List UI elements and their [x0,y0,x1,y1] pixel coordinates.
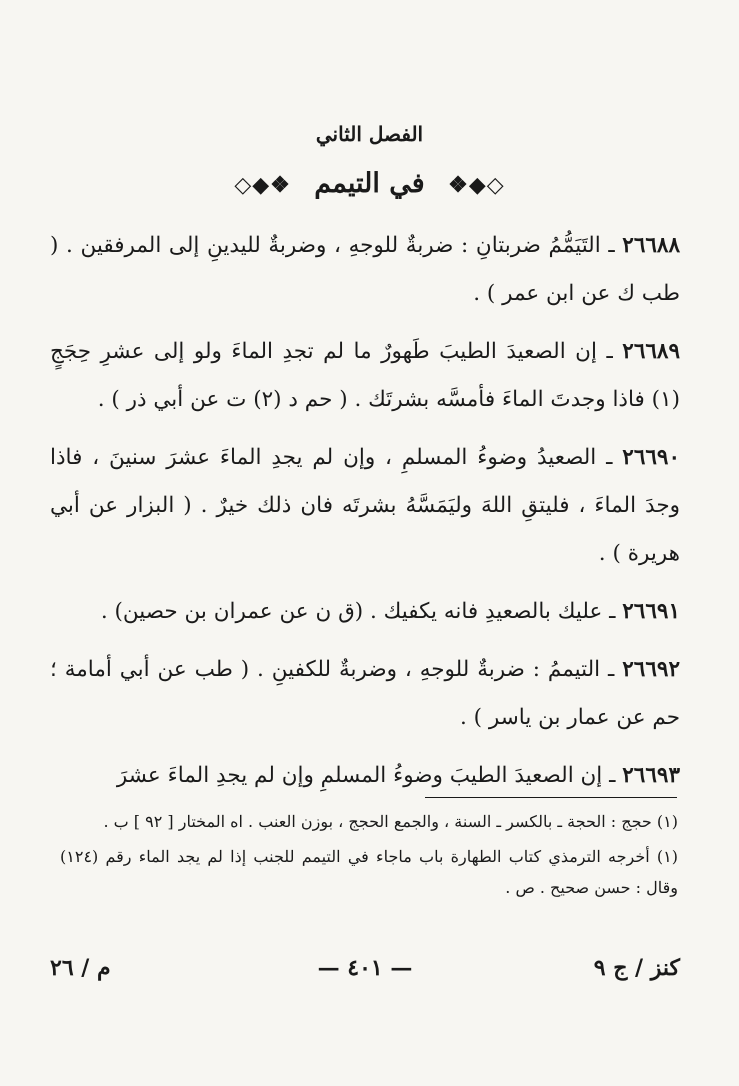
hadith-text: الصعيدُ وضوءُ المسلمِ ، وإن لم يجدِ الماءَ عشرَ سنينَ ، فاذا وجدَ الماءَ ، فليتقِ اللهَ وليَمَسَّهُ بشرتَه فان ذلك خيرٌ . ( البزار عن أبي هريرة ) . [50,445,680,566]
hadith-text: التيممُ : ضربةٌ للوجهِ ، وضربةٌ للكفينِ . ( طب عن أبي أمامة ؛ حم عن عمار بن ياسر ) . [50,657,680,730]
hadith-entry: ٢٦٦٩٢ ـ التيممُ : ضربةٌ للوجهِ ، وضربةٌ للكفينِ . ( طب عن أبي أمامة ؛ حم عن عمار بن ياسر ) . [50,657,680,730]
hadith-number: ٢٦٦٩٢ [622,657,680,682]
hadith-text: عليك بالصعيدِ فانه يكفيك . (ق ن عن عمران بن حصين) . [100,599,603,624]
footnote-divider [425,797,677,798]
hadith-list [50,222,680,810]
hadith-number: ٢٦٦٩١ [622,599,680,624]
hadith-text: إن الصعيدَ الطيبَ وضوءُ المسلمِ وإن لم يجدِ الماءَ عشرَ [116,763,603,788]
footnote-text: أخرجه الترمذي كتاب الطهارة باب ماجاء في التيمم للجنب إذا لم يجد الماء رقم (١٢٤) وقال : حسن صحيح . ص . [60,847,678,897]
hadith-entry: ٢٦٦٩٠ ـ الصعيدُ وضوءُ المسلمِ ، وإن لم يجدِ الماءَ عشرَ سنينَ ، فاذا وجدَ الماءَ ، فليتقِ اللهَ وليَمَسَّهُ بشرتَه فان ذلك خيرٌ . ( البزار عن أبي هريرة ) . [50,445,681,566]
hadith-text: التَيَمُّمُ ضربتانِ : ضربةٌ للوجهِ ، وضربةٌ لليدينِ إلى المرفقين . ( طب ك عن ابن عمر ) . [50,233,680,306]
hadith-number: ٢٦٦٩٣ [622,763,680,788]
hadith-entry: ٢٦٦٩١ ـ عليك بالصعيدِ فانه يكفيك . (ق ن عن عمران بن حصين) . [100,599,680,624]
ornament-left-icon: ◇◆❖ [234,171,291,198]
footnotes [60,806,678,907]
footnote [60,806,678,837]
volume-label: كنز / ج ٩ [593,955,680,981]
hadith-entry: ٢٦٦٨٩ ـ إن الصعيدَ الطيبَ طَهورٌ ما لم تجدِ الماءَ ولو إلى عشرِ حِجَجٍ (١) فاذا وجدتَ الماءَ فأمسَّه بشرتَك . ( حم د (٢) ت عن أبي ذر ) . [50,339,681,412]
footnote-marker: (١) [656,847,679,866]
hadith-number: ٢٦٦٨٨ [622,233,681,258]
hadith-text: إن الصعيدَ الطيبَ طَهورٌ ما لم تجدِ الماءَ ولو إلى عشرِ حِجَجٍ (١) فاذا وجدتَ الماءَ فأمسَّه بشرتَك . ( حم د (٢) ت عن أبي ذر ) . [50,339,680,412]
page-footer [50,955,680,995]
hadith-entry: ٢٦٦٩٣ ـ إن الصعيدَ الطيبَ وضوءُ المسلمِ وإن لم يجدِ الماءَ عشرَ [116,763,680,788]
footnote-text: حجج : الحجة ـ بالكسر ـ السنة ، والجمع الحجج ، بوزن العنب . اه المختار [ ٩٢ ] ب . [103,812,652,831]
hadith-number: ٢٦٦٩٠ [622,445,681,470]
section-heading [0,168,739,199]
chapter-title: الفصل الثاني [315,122,424,146]
footnote [60,841,678,903]
section-title: في التيمم [314,168,425,199]
hadith-entry: ٢٦٦٨٨ ـ التَيَمُّمُ ضربتانِ : ضربةٌ للوجهِ ، وضربةٌ لليدينِ إلى المرفقين . ( طب ك عن ابن عمر ) . [50,233,681,306]
ornament-right-icon: ❖◆◇ [448,171,505,198]
signature-mark: م / ٢٦ [50,955,111,981]
page-number: — ٤٠١ — [317,955,413,981]
hadith-number: ٢٦٦٨٩ [622,339,681,364]
footnote-marker: (١) [656,812,678,831]
